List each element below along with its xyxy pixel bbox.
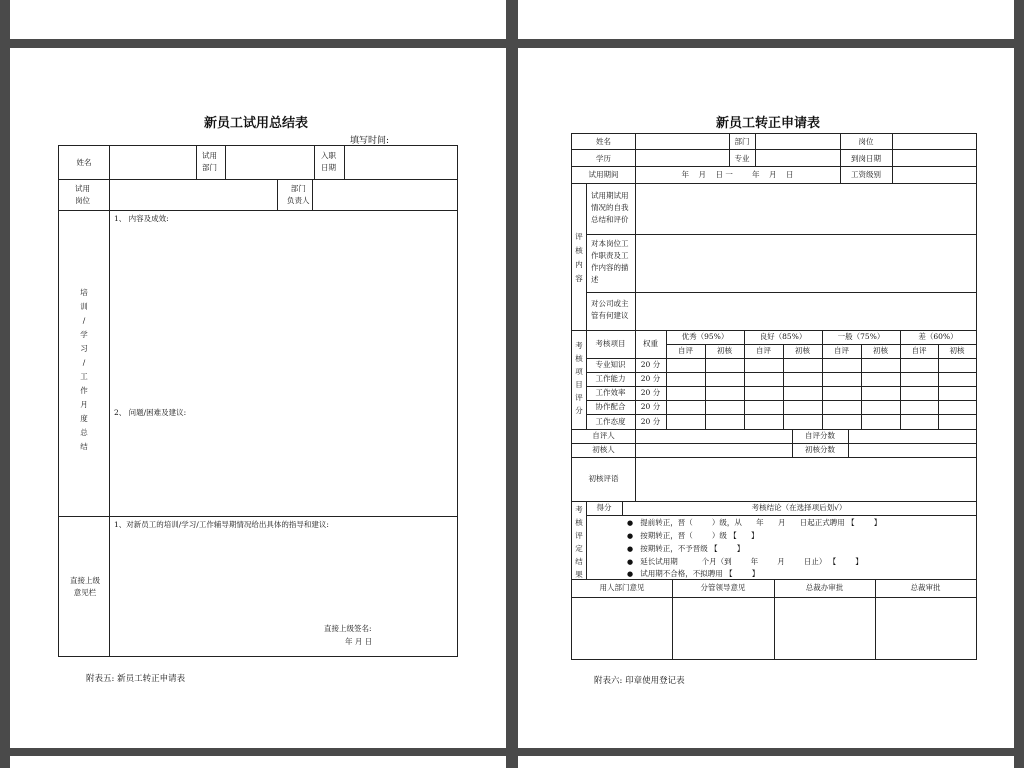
page-title: 新员工转正申请表 — [716, 116, 821, 131]
grade-good: 良好（85%） — [759, 332, 807, 341]
name-label: 姓名 — [596, 137, 611, 146]
duty-description-label: 对本岗位工 作职责及工 作内容的描 述 — [591, 239, 629, 284]
item-name: 协作配合 — [595, 402, 626, 411]
first-score-label: 初核分数 — [805, 445, 835, 454]
sub-first: 初核 — [949, 346, 965, 355]
sub-self: 自评 — [678, 346, 693, 355]
bullet-icon: ● — [627, 519, 634, 527]
footnote: 附表五: 新员工转正申请表 — [86, 674, 186, 684]
president-approval-label: 总裁审批 — [910, 583, 941, 592]
eval-content-label: 评 核 内 容 — [575, 232, 583, 283]
option-early[interactable]: ● 提前转正，晋（ ）级，从 年 月 日起正式聘用 【 】 — [627, 518, 882, 527]
leader-opinion-label: 分管领导意见 — [700, 583, 746, 592]
footnote: 附表六: 印章使用登记表 — [594, 676, 685, 686]
score-label: 考 核 项 目 评 分 — [575, 341, 583, 415]
page-bottom-left — [10, 756, 506, 768]
major-label: 专业 — [734, 153, 750, 163]
score-field-label: 得分 — [596, 503, 612, 512]
summary-table — [58, 145, 458, 657]
supervisor-date[interactable]: 年 月 日 — [345, 637, 373, 646]
self-score-label: 自评分数 — [805, 431, 835, 440]
result-label: 考 核 评 定 结 果 — [575, 505, 583, 579]
trial-period-label: 试用期间 — [588, 170, 619, 179]
monthly-summary-label: 培 训 / 学 习 / 工 作 月 度 总 结 — [80, 288, 88, 451]
grade-excellent: 优秀（95%） — [681, 332, 729, 341]
weight-header: 权重 — [643, 339, 658, 348]
salary-level-label: 工资级别 — [851, 170, 881, 179]
entry-date-label: 入职 日期 — [321, 151, 336, 172]
sub-self: 自评 — [834, 346, 849, 355]
page-left — [10, 48, 506, 748]
page-top-right — [518, 0, 1014, 39]
page-bottom-right — [518, 756, 1014, 768]
grade-poor: 差（60%） — [918, 332, 958, 341]
supervisor-guidance-field[interactable]: 1、对新员工的培训/学习/工作辅导期情况给出具体的指导和建议: — [114, 520, 329, 529]
page-top-left — [10, 0, 506, 39]
suggestions-label: 对公司或主 管有何建议 — [591, 299, 629, 320]
item-name: 工作效率 — [595, 388, 626, 397]
item-name: 工作态度 — [595, 416, 626, 426]
office-approval-label: 总裁办审批 — [805, 583, 844, 592]
dept-opinion-label: 用人部门意见 — [599, 583, 645, 592]
post-label: 岗位 — [858, 137, 874, 146]
page-title: 新员工试用总结表 — [204, 116, 309, 131]
content-results-field[interactable]: 1、 内容及成效: — [114, 214, 169, 223]
option-reject[interactable]: ● 试用期不合格，不拟聘用 【 】 — [627, 569, 760, 578]
regularization-table — [571, 133, 977, 660]
option-ontime-promote[interactable]: ● 按期转正，晋（ ）级 【 】 — [627, 531, 759, 540]
conclusion-header: 考核结论（在选择项后划√） — [751, 503, 847, 512]
dept-label: 部门 — [734, 137, 750, 146]
item-weight: 20 分 — [640, 402, 661, 411]
option-extend[interactable]: ● 延长试用期 个月（到 年 月 日止） 【 】 — [627, 557, 863, 566]
arrival-date-label: 到岗日期 — [851, 153, 881, 163]
problems-suggestions-field[interactable]: 2、 问题/困难及建议: — [114, 408, 187, 417]
trial-post-label: 试用 岗位 — [75, 184, 90, 205]
item-weight: 20 分 — [640, 360, 661, 369]
item-weight: 20 分 — [640, 374, 661, 383]
page-right — [518, 48, 1014, 748]
bullet-icon: ● — [627, 545, 634, 553]
sub-first: 初核 — [717, 346, 732, 355]
education-label: 学历 — [596, 153, 611, 163]
self-summary-label: 试用期试用 情况的自我 总结和评价 — [591, 191, 629, 224]
first-evaluator-label: 初核人 — [592, 445, 615, 454]
item-weight: 20 分 — [640, 416, 661, 426]
name-label: 姓名 — [76, 157, 92, 167]
sub-first: 初核 — [873, 346, 888, 355]
item-name: 工作能力 — [595, 374, 626, 383]
supervisor-signature[interactable]: 直接上级签名: — [324, 624, 372, 633]
supervisor-opinion-label: 直接上级 意见栏 — [70, 576, 100, 597]
option-ontime-no-promote[interactable]: ● 按期转正，不予晋级 【 】 — [627, 544, 745, 553]
item-name: 专业知识 — [595, 360, 626, 369]
grade-average: 一般（75%） — [837, 332, 885, 341]
first-comment-label: 初核评语 — [588, 474, 619, 483]
trial-dept-label: 试用 部门 — [202, 151, 217, 172]
bullet-icon: ● — [627, 558, 634, 566]
sub-self: 自评 — [756, 346, 771, 355]
bullet-icon: ● — [627, 532, 634, 540]
item-weight: 20 分 — [640, 388, 661, 397]
sub-first: 初核 — [795, 346, 810, 355]
self-evaluator-label: 自评人 — [592, 431, 615, 440]
bullet-icon: ● — [627, 570, 634, 578]
sub-self: 自评 — [911, 346, 927, 355]
fill-time-label: 填写时间: — [350, 136, 390, 146]
assess-item-header: 考核项目 — [595, 339, 626, 348]
trial-period-value[interactable]: 年 月 日 一 年 月 日 — [681, 170, 794, 179]
dept-head-label: 部门 负责人 — [287, 184, 310, 205]
